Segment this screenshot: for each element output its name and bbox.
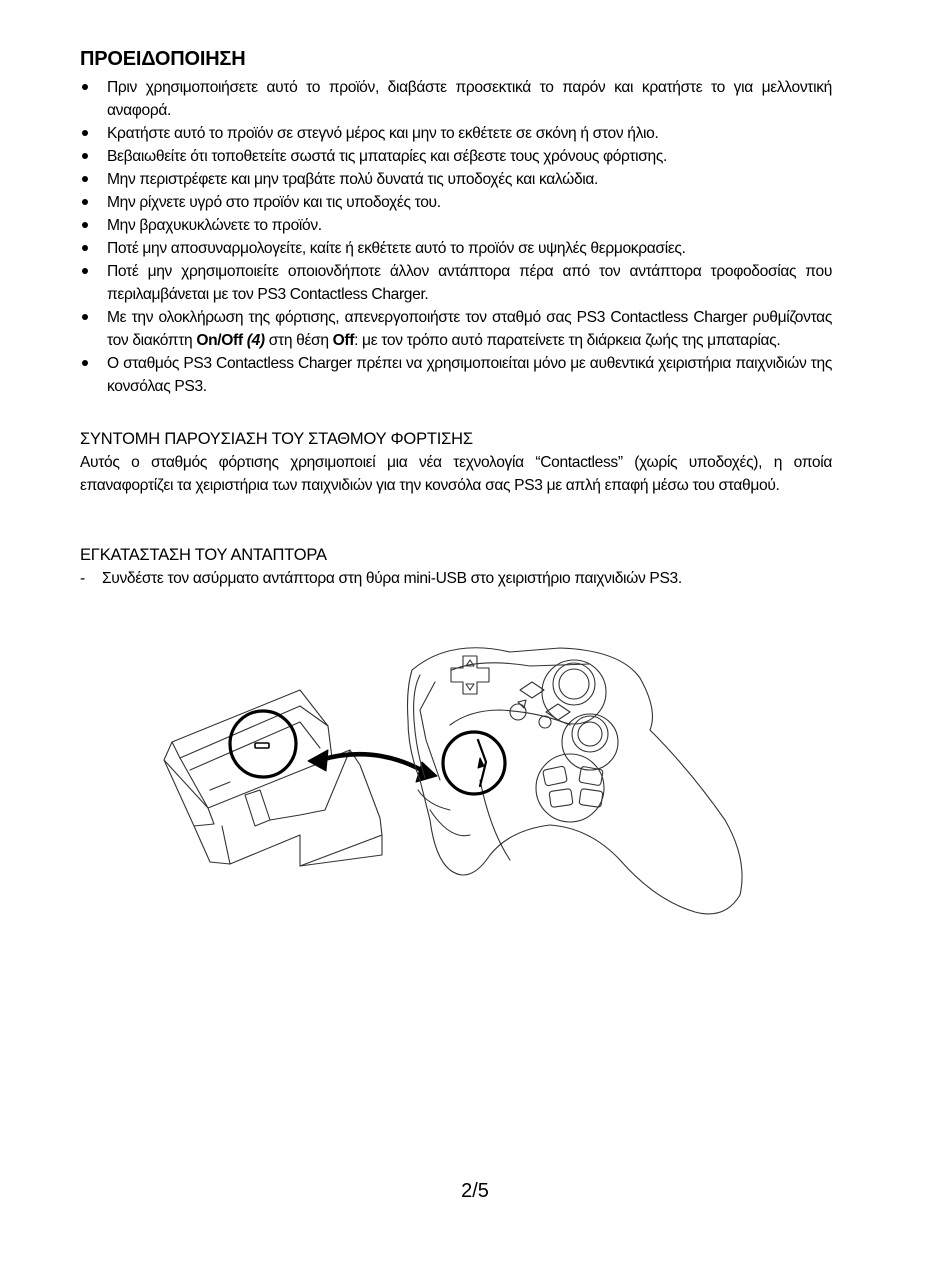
page-number: 2/5 [461,1180,489,1202]
list-item: Βεβαιωθείτε ότι τοποθετείτε σωστά τις μπαταρίες και σέβεστε τους χρόνους φόρτισης. [80,145,832,168]
dash-marker: - [80,570,85,587]
double-arrow-icon [308,750,437,782]
switch-ref: (4) [246,332,265,349]
bullet-icon [82,84,88,90]
list-item: Πριν χρησιμοποιήσετε αυτό το προϊόν, διαβάστε προσεκτικά το παρόν και κρατήστε το για μελλοντική αναφορά. [80,76,832,122]
bullet-icon [82,130,88,136]
ps3-controller-icon [408,648,743,914]
list-item: Μην βραχυκυκλώνετε το προϊόν. [80,214,832,237]
list-item: Κρατήστε αυτό το προϊόν σε στεγνό μέρος και μην το εκθέτετε σε σκόνη ή στον ήλιο. [80,122,832,145]
bullet-icon [82,360,88,366]
adapter-icon [164,690,382,866]
install-step-text: Συνδέστε τον ασύρματο αντάπτορα στη θύρα mini-USB στο χειριστήριο παιχνιδιών PS3. [102,570,682,587]
bullet-icon [82,268,88,274]
list-item-onoff: Με την ολοκλήρωση της φόρτισης, απενεργοποιήστε τον σταθμό σας PS3 Contactless Charger ρυθμίζοντας τον διακόπτη On/Off (4) στη θέση Off: με τον τρόπο αυτό παρατείνετε τη διάρκεια ζωής της μπαταρίας. [80,306,832,352]
bullet-icon [82,153,88,159]
warning-title: ΠΡΟΕΙΔΟΠΟΙΗΣΗ [80,48,246,70]
bullet-icon [82,222,88,228]
switch-label: On/Off [196,332,243,349]
overview-text: Αυτός ο σταθμός φόρτισης χρησιμοποιεί μια νέα τεχνολογία “Contactless” (χωρίς υποδοχές), η οποία επαναφορτίζει τα χειριστήρια των παιχνιδιών για την κονσόλα σας PS3 με απλή επαφή μέσω του σταθμού. [80,454,832,494]
mini-usb-port-icon [230,711,296,777]
install-title: ΕΓΚΑΤΑΣΤΑΣΗ ΤΟΥ ΑΝΤΑΠΤΟΡΑ [80,546,327,564]
warning-list [80,76,832,398]
bullet-icon [82,245,88,251]
list-item: Ποτέ μην αποσυναρμολογείτε, καίτε ή εκθέτετε αυτό το προϊόν σε υψηλές θερμοκρασίες. [80,237,832,260]
document-page [80,48,832,590]
overview-title: ΣΥΝΤΟΜΗ ΠΑΡΟΥΣΙΑΣΗ ΤΟΥ ΣΤΑΘΜΟΥ ΦΟΡΤΙΣΗΣ [80,430,473,448]
bullet-icon [82,199,88,205]
install-step [80,567,832,590]
off-label: Off [332,332,355,349]
list-item: Ποτέ μην χρησιμοποιείτε οποιονδήποτε άλλον αντάπτορα πέρα από τον αντάπτορα τροφοδοσίας που περιλαμβάνεται με τον PS3 Contactless Charger. [80,260,832,306]
list-item: Μην ρίχνετε υγρό στο προϊόν και τις υποδοχές του. [80,191,832,214]
controller-port-highlight [443,732,505,794]
list-item: Μην περιστρέφετε και μην τραβάτε πολύ δυνατά τις υποδοχές και καλώδια. [80,168,832,191]
list-item: Ο σταθμός PS3 Contactless Charger πρέπει να χρησιμοποιείται μόνο με αυθεντικά χειριστήρια παιχνιδιών της κονσόλας PS3. [80,352,832,398]
bullet-icon [82,314,88,320]
bullet-icon [82,176,88,182]
installation-illustration [150,630,760,930]
